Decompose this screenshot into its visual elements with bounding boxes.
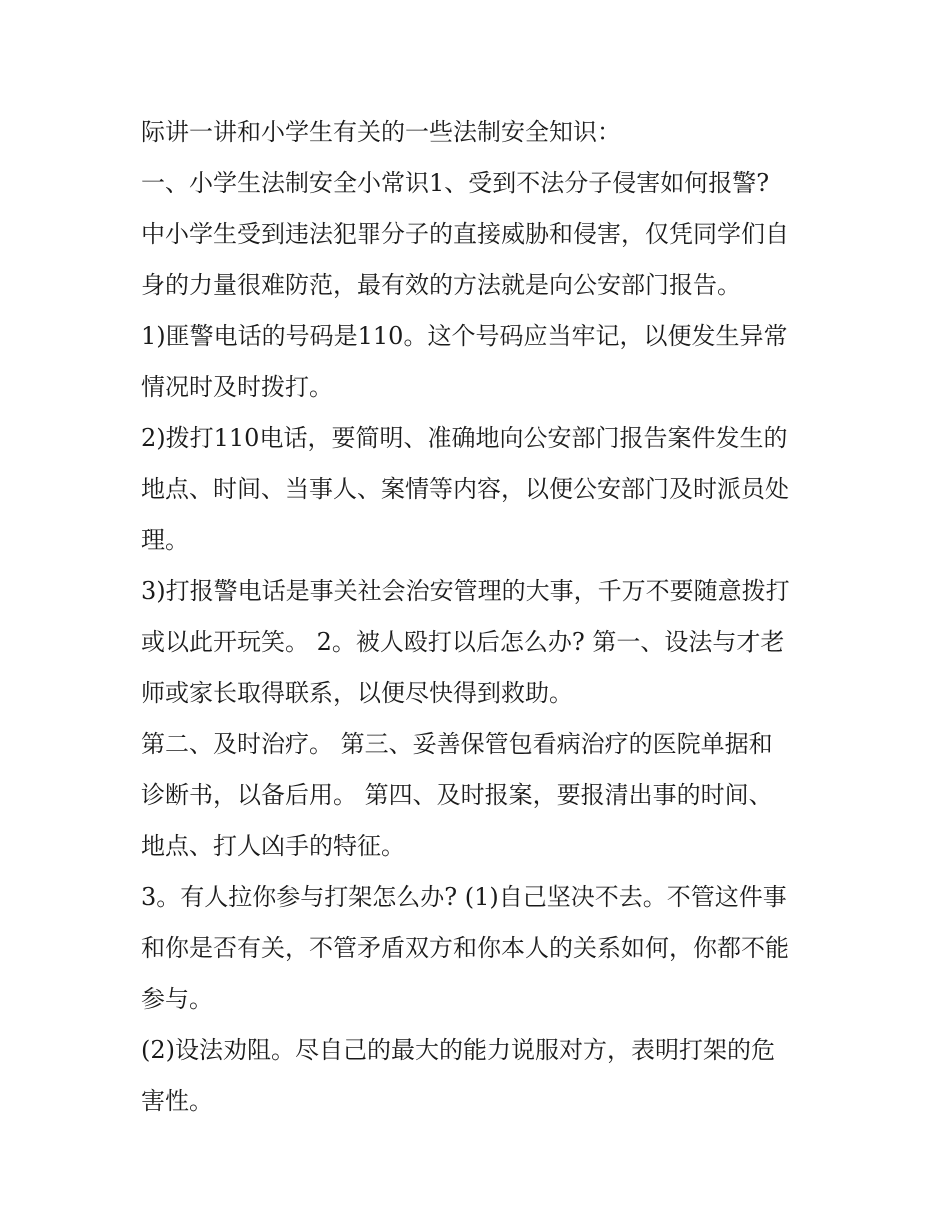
text-line: (2)设法劝阻。尽自己的最大的能力说服对方，表明打架的危	[141, 1036, 775, 1064]
text-line: 和你是否有关，不管矛盾双方和你本人的关系如何，你都不能	[141, 934, 789, 962]
text-line: 第二、及时治疗。 第三、妥善保管包看病治疗的医院单据和	[141, 730, 773, 758]
text-line: 或以此开玩笑。 2。被人殴打以后怎么办? 第一、设法与才老	[141, 628, 785, 656]
text-line: 情况时及时拨打。	[141, 373, 333, 401]
text-line: 害性。	[141, 1087, 213, 1115]
text-line: 1)匪警电话的号码是110。这个号码应当牢记，以便发生异常	[141, 322, 788, 350]
text-line: 地点、时间、当事人、案情等内容，以便公安部门及时派员处	[141, 475, 789, 503]
text-line: 3)打报警电话是事关社会治安管理的大事，千万不要随意拨打	[141, 577, 790, 605]
text-line: 一、小学生法制安全小常识1、受到不法分子侵害如何报警?	[141, 169, 770, 197]
text-line: 际讲一讲和小学生有关的一些法制安全知识：	[141, 118, 621, 146]
text-line: 参与。	[141, 985, 213, 1013]
text-line: 中小学生受到违法犯罪分子的直接威胁和侵害，仅凭同学们自	[141, 220, 789, 248]
text-line: 3。有人拉你参与打架怎么办? (1)自己坚决不去。不管这件事	[141, 883, 787, 911]
document-body	[141, 107, 831, 1127]
text-line: 身的力量很难防范，最有效的方法就是向公安部门报告。	[141, 271, 741, 299]
text-line: 理。	[141, 526, 189, 554]
text-line: 诊断书，以备后用。 第四、及时报案，要报清出事的时间、	[141, 781, 773, 809]
text-line: 师或家长取得联系，以便尽快得到救助。	[141, 679, 573, 707]
text-line: 地点、打人凶手的特征。	[141, 832, 405, 860]
text-line: 2)拨打110电话，要简明、准确地向公安部门报告案件发生的	[141, 424, 788, 452]
